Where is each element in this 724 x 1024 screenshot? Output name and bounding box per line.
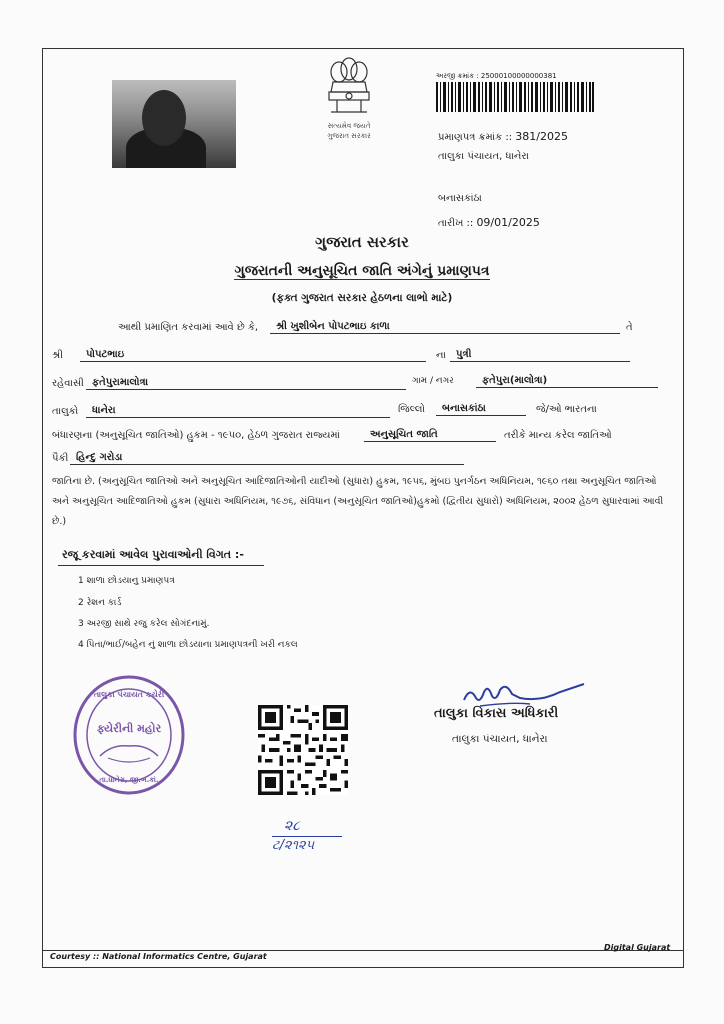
issuing-office: તાલુકા પંચાયત, ધાનેરા <box>438 151 529 162</box>
proofs-heading: રજૂ કરવામાં આવેલ પુરાવાઓની વિગત :- <box>62 548 244 561</box>
issuing-district: બનાસકાંઠા <box>438 193 482 204</box>
government-title: ગુજરાત સરકાર <box>315 233 409 251</box>
relation-value: પુત્રી <box>450 348 630 362</box>
district-value: બનાસકાંઠા <box>436 402 526 416</box>
footer-brand: Digital Gujarat <box>604 943 671 952</box>
handwritten-date: ટ/૨૧૨૫ <box>272 838 315 853</box>
emblem-caption: સત્યમેવ જયતે <box>327 122 371 130</box>
officer-office: તાલુકા પંચાયત, ધાનેરા <box>452 733 548 745</box>
which-india-text: જે/ઓ ભારતના <box>536 404 597 415</box>
application-number: અરજી ક્રમાંક : 25000100000000381 <box>436 72 557 80</box>
certificate-title: ગુજરાતની અનુસૂચિત જાતિ અંગેનું પ્રમાણપત્ર <box>234 263 490 279</box>
to-text: તે <box>626 322 633 333</box>
recognized-text: તરીકે માન્ય કરેલ જાતિઓ <box>504 430 612 441</box>
father-name: પોપટભાઇ <box>80 348 426 362</box>
stamp-top-text: તાલુકા પંચાયત કચેરી <box>93 690 165 699</box>
stamp-bottom-text: તા.ધાનેરા, જી.બ.કાં. <box>99 776 159 784</box>
applicant-name: શ્રી ખુશીબેન પોપટભાઇ કાળા <box>270 320 620 334</box>
footer-courtesy: Courtesy :: National Informatics Centre, Gujarat <box>50 952 267 961</box>
legal-paragraph: જાતિના છે. (અનુસૂચિત જાતિઓ અને અનુસૂચિત આદિજાતિઓની યાદીઓ (સુધારા) હુકમ, ૧૯૫૬, મુંબઇ પુનર્ગઠન અધિનિયમ, ૧૯૬૦ તથા અનુસૂચિત જાતિઓ અને અનુસૂચિત આદિજાતિઓ હુકમ (સુધારા અધિનિયમ, ૧૯૭૬, સંવિધાન (અનુસૂચિત જાતિઓ)હુકમો (દ્વિતીય સુધારો) અધિનિયમ, ૨૦૦૨ હેઠળ સુધારવામાં આવી છે.) <box>52 476 664 527</box>
proof-item: 3 અરજી સાથે રજુ કરેલ સોગંદનામું. <box>78 619 210 629</box>
proof-item: 4 પિતા/ભાઈ/બહેન નું શાળા છોડયાના પ્રમાણપત્રની ખરી નકલ <box>78 640 298 650</box>
category-value: અનુસૂચિત જાતિ <box>364 428 496 442</box>
stamp-middle-text: ફ્યેરીની મહોર <box>96 722 162 735</box>
proofs-heading-underline <box>58 565 264 566</box>
taluka-value: ધાનેરા <box>86 404 390 418</box>
qr-code <box>258 705 348 795</box>
barcode <box>436 82 594 112</box>
emblem-caption-gujarat: ગુજરાત સરકાર <box>327 132 371 140</box>
shri-label: શ્રી <box>52 350 64 361</box>
issue-date: તારીખ :: 09/01/2025 <box>438 216 540 229</box>
village-label: ગામ / નગર <box>412 376 454 386</box>
constitution-text: બંધારણના (અનુસૂચિત જાતિઓ) હુકમ - ૧૯૫૦, હેઠળ ગુજરાત રાજ્યમાં <box>52 430 340 441</box>
intro-text: આથી પ્રમાણિત કરવામાં આવે છે કે, <box>118 322 259 333</box>
certificate-number: પ્રમાણપત્ર ક્રમાંક :: 381/2025 <box>438 130 568 143</box>
resident-value: ફતેપુરામાલોત્રા <box>86 376 406 390</box>
handwritten-line <box>272 836 342 837</box>
na-label: ના <box>436 350 446 361</box>
proof-item: 2 રેશન કાર્ડ <box>78 598 122 608</box>
resident-label: રહેવાસી <box>52 378 84 389</box>
taluka-label: તાલુકો <box>52 406 79 417</box>
handwritten-number: ૨૮ <box>284 818 300 834</box>
applicant-photo <box>112 80 236 168</box>
caste-value: હિન્દુ ગરોડા <box>70 451 464 465</box>
district-label: જિલ્લો <box>398 404 425 415</box>
proof-item: 1 શાળા છોડયાનુ પ્રમાણપત્ર <box>78 576 175 586</box>
among-label: પૈકી <box>52 453 69 464</box>
officer-designation: તાલુકા વિકાસ અધિકારી <box>434 706 559 721</box>
village-value: ફતેપુરા(માલોત્રા) <box>476 374 658 388</box>
state-emblem-icon <box>315 56 383 122</box>
certificate-note: (ફક્ત ગુજરાત સરકાર હેઠળના લાભો માટે) <box>271 292 453 304</box>
